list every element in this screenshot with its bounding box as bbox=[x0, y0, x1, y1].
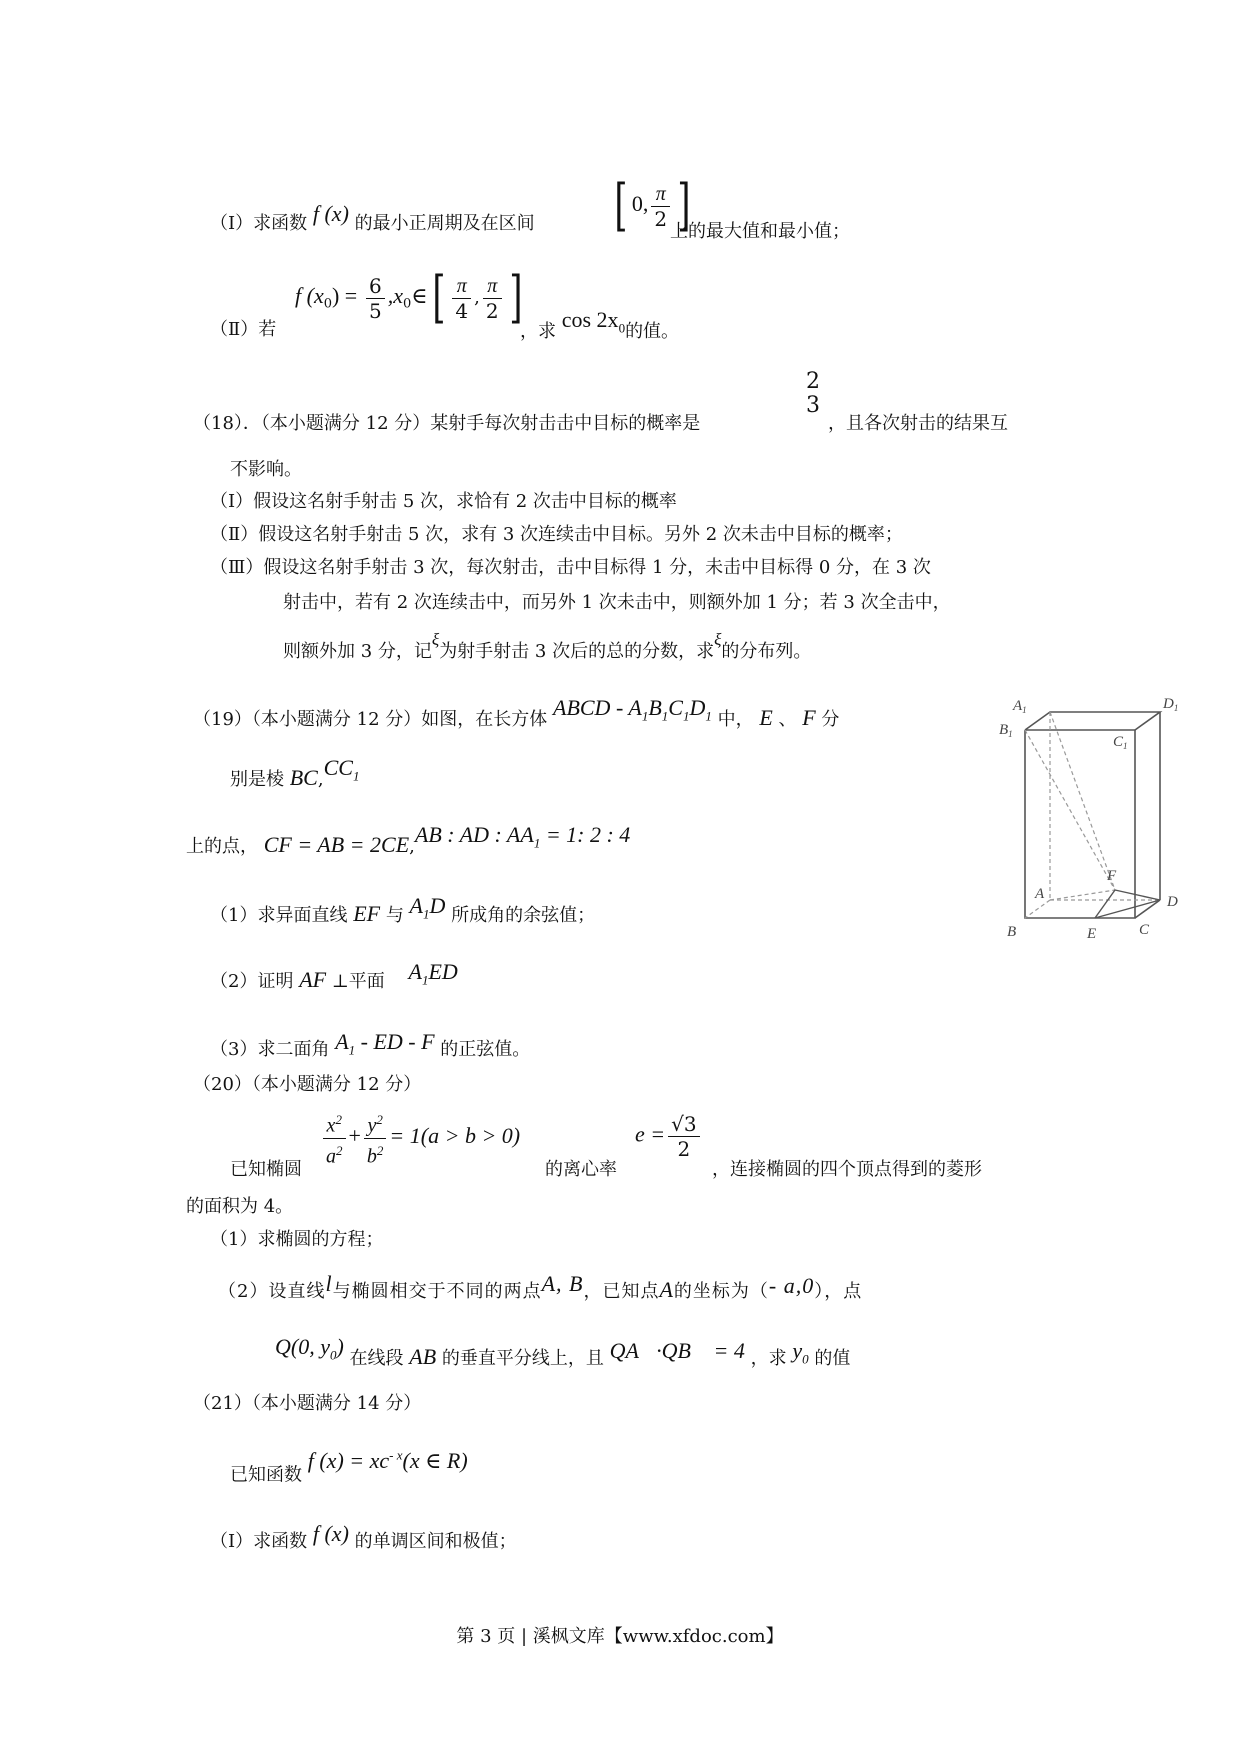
t: 上的点， bbox=[186, 836, 258, 857]
interval-frac bbox=[651, 182, 670, 231]
left-bracket: [ bbox=[614, 173, 628, 238]
t3: 的分布列。 bbox=[721, 641, 812, 662]
pi-two bbox=[483, 274, 502, 323]
t2: 的垂直平分线上，且 bbox=[441, 1348, 604, 1369]
q20-given-b: 的离心率 bbox=[545, 1159, 617, 1180]
sqrt3: √3 bbox=[671, 1112, 697, 1136]
q18-part3-line3 bbox=[283, 630, 812, 664]
cos2x0 bbox=[561, 307, 626, 336]
a1d bbox=[409, 893, 446, 922]
sq3: 2 bbox=[376, 1112, 383, 1127]
rel2-sub: 1 bbox=[533, 835, 541, 851]
line-fd bbox=[1115, 890, 1160, 900]
rel2 bbox=[414, 822, 631, 851]
two2: 2 bbox=[483, 298, 502, 323]
six-fifths bbox=[366, 274, 385, 323]
t2: 与 bbox=[385, 905, 404, 926]
q19-part2 bbox=[210, 959, 458, 1000]
x: x bbox=[326, 1114, 336, 1137]
right-bracket2: ] bbox=[508, 265, 523, 330]
f-label: F bbox=[802, 705, 816, 730]
two: 2 bbox=[651, 206, 670, 231]
cos: cos 2x bbox=[561, 307, 619, 332]
t1: 在线段 bbox=[349, 1348, 404, 1369]
two: 2 bbox=[668, 1136, 699, 1161]
six: 6 bbox=[368, 273, 382, 298]
q20-given-c: ，连接椭圆的四个顶点得到的菱形 bbox=[712, 1159, 982, 1180]
plus: + bbox=[348, 1123, 361, 1149]
pi-four bbox=[452, 274, 471, 323]
q17-p2-text: （Ⅱ）若 bbox=[210, 319, 277, 340]
line-ed bbox=[1095, 900, 1160, 918]
sq4: 2 bbox=[376, 1142, 384, 1158]
s2: 1 bbox=[661, 708, 669, 724]
page-footer: 第 3 页 | 溪枫文库【www.xfdoc.com】 bbox=[456, 1626, 784, 1647]
ed: ED bbox=[428, 959, 458, 984]
c1: C bbox=[668, 695, 683, 720]
body: ABCD - A bbox=[553, 695, 642, 720]
x2-a2 bbox=[323, 1108, 346, 1168]
fx: f (x) bbox=[312, 1521, 349, 1546]
b2 bbox=[364, 1138, 387, 1169]
b: b bbox=[366, 1145, 377, 1168]
e-eq: e = bbox=[635, 1121, 666, 1147]
y: y bbox=[367, 1114, 377, 1137]
rest: - ED - F bbox=[355, 1029, 435, 1054]
q19-part1 bbox=[210, 893, 596, 934]
t5: ），点 bbox=[814, 1281, 863, 1302]
q20-part2 bbox=[218, 1271, 863, 1304]
label-a1: $A_1$ bbox=[1013, 698, 1027, 715]
s1: 1 bbox=[641, 708, 649, 724]
q20-ellipse bbox=[320, 1108, 520, 1168]
q-point bbox=[275, 1334, 344, 1363]
sub0: 0 bbox=[323, 296, 332, 312]
b1: B bbox=[648, 695, 662, 720]
s: 1 bbox=[348, 1042, 356, 1058]
ef: EF bbox=[353, 901, 381, 926]
s: 1 bbox=[421, 972, 429, 988]
q17-p1-text2: 的最小正周期及在区间 bbox=[354, 213, 535, 234]
q21-part1 bbox=[210, 1521, 517, 1554]
l: l bbox=[325, 1271, 333, 1296]
pi1: π bbox=[456, 274, 467, 297]
a2 bbox=[323, 1138, 346, 1169]
line-a1f bbox=[1050, 712, 1115, 890]
q20-given-a: 已知椭圆 bbox=[230, 1159, 302, 1180]
sub0b: 0 bbox=[402, 296, 412, 312]
q19-line2 bbox=[230, 755, 360, 798]
x0: ,x bbox=[387, 283, 403, 308]
x2 bbox=[323, 1108, 346, 1138]
cc: CC bbox=[323, 755, 353, 780]
label-f: F bbox=[1107, 868, 1117, 884]
t3: 所成角的余弦值； bbox=[451, 905, 596, 926]
y2-b2 bbox=[364, 1108, 387, 1168]
q21-fx bbox=[308, 1448, 468, 1473]
q20-line2: 的面积为 4。 bbox=[186, 1196, 294, 1217]
xi: ξ bbox=[431, 630, 440, 649]
q18-head-tail: ，且各次射击的结果互 bbox=[828, 413, 1008, 434]
y2 bbox=[364, 1108, 387, 1138]
q19-line3 bbox=[186, 822, 631, 865]
a: A bbox=[408, 959, 422, 984]
q21-head: （21）（本小题满分 14 分） bbox=[193, 1393, 422, 1414]
label-c1: $C_1$ bbox=[1113, 734, 1128, 751]
q17-p2-b: ，求 bbox=[520, 321, 556, 342]
pi2: π bbox=[487, 274, 498, 297]
in: ∈ bbox=[411, 283, 428, 308]
four: 4 bbox=[452, 298, 471, 323]
t2: 为射手射击 3 次后的总的分数，求 bbox=[439, 641, 715, 662]
t4: 的坐标为（ bbox=[673, 1281, 769, 1302]
dom: (x ∈ R) bbox=[402, 1448, 468, 1474]
cc-sub: 1 bbox=[352, 768, 360, 784]
bc: BC bbox=[289, 765, 318, 790]
dot: QA⃗·QB⃗ = 4 bbox=[609, 1338, 745, 1363]
q18-part3-line1: （Ⅲ）假设这名射手射击 3 次，每次射击，击中目标得 1 分，未击中目标得 0 分，在 3 次 bbox=[210, 557, 931, 578]
q18-line2: 不影响。 bbox=[230, 459, 302, 480]
t3: ，已知点 bbox=[583, 1281, 660, 1302]
q19-head-c: 分 bbox=[821, 709, 840, 730]
line-b1f bbox=[1025, 730, 1115, 890]
label-d1: $D_1$ bbox=[1163, 696, 1179, 713]
ab2: AB bbox=[409, 1344, 437, 1369]
q19-head bbox=[193, 695, 840, 738]
a: A bbox=[335, 1029, 349, 1054]
cos-sub: 0 bbox=[618, 320, 626, 336]
d: D bbox=[429, 893, 446, 918]
t1: （2）证明 bbox=[210, 971, 294, 992]
q18-part1: （Ⅰ）假设这名射手射击 5 次，求恰有 2 次击中目标的概率 bbox=[210, 491, 677, 512]
ys: 0 bbox=[802, 1351, 809, 1367]
ab: A, B bbox=[541, 1271, 584, 1296]
rel2b: = 1: 2 : 4 bbox=[540, 822, 631, 847]
cc1 bbox=[323, 755, 360, 784]
t2: 的正弦值。 bbox=[440, 1039, 531, 1060]
q18-head bbox=[193, 412, 700, 436]
t: 别是棱 bbox=[230, 769, 284, 790]
t1: （2）设直线 bbox=[218, 1281, 326, 1302]
left-bracket2: [ bbox=[431, 265, 446, 330]
q17-p1-fx: f (x) bbox=[312, 201, 349, 226]
comma2: , bbox=[409, 836, 415, 857]
s4: 1 bbox=[705, 708, 712, 724]
den: 3 bbox=[806, 393, 820, 418]
five: 5 bbox=[366, 298, 385, 323]
label-d: D bbox=[1167, 894, 1178, 910]
fx0: f (x bbox=[295, 283, 324, 308]
q17-p1-text: （Ⅰ）求函数 bbox=[210, 213, 308, 234]
cuboid-name bbox=[553, 695, 712, 724]
q17-p1-tail: 上的最大值和最小值； bbox=[670, 221, 850, 242]
af: AF bbox=[299, 967, 327, 992]
t1: （1）求异面直线 bbox=[210, 905, 348, 926]
sup: - x bbox=[389, 1448, 403, 1463]
sq: 2 bbox=[335, 1112, 342, 1127]
cond: = 1(a > b > 0) bbox=[389, 1123, 521, 1149]
interval-zero: 0, bbox=[631, 191, 649, 216]
line-af bbox=[1050, 890, 1115, 900]
dihedral bbox=[335, 1029, 435, 1058]
qs: 0 bbox=[329, 1347, 337, 1363]
a1ed bbox=[408, 959, 458, 988]
perp: ⊥平面 bbox=[331, 971, 385, 992]
cuboid-figure bbox=[995, 690, 1195, 960]
a: A bbox=[409, 893, 423, 918]
a: a bbox=[326, 1145, 336, 1168]
xi2: ξ bbox=[714, 630, 722, 649]
label-e: E bbox=[1087, 926, 1097, 942]
q21-given bbox=[230, 1448, 468, 1487]
label-c: C bbox=[1139, 922, 1150, 938]
t1: 已知函数 bbox=[230, 1464, 302, 1486]
q: Q(0, y bbox=[275, 1334, 330, 1359]
s3: 1 bbox=[682, 708, 690, 724]
label-b: B bbox=[1007, 924, 1017, 940]
sq2: 2 bbox=[336, 1142, 343, 1158]
comma: , bbox=[317, 769, 324, 790]
d1: D bbox=[689, 695, 706, 720]
q20-part1: （1）求椭圆的方程； bbox=[210, 1229, 384, 1250]
label-a: A bbox=[1035, 886, 1045, 902]
label-b1: $B_1$ bbox=[999, 722, 1013, 739]
q18-part2: （Ⅱ）假设这名射手射击 5 次，求有 3 次连续击中目标。另外 2 次未击中目标的概率； bbox=[210, 524, 903, 545]
sep: 、 bbox=[778, 709, 797, 730]
q18-prob bbox=[803, 370, 823, 418]
q18-head-text: （18）．（本小题满分 12 分）某射手每次射击击中目标的概率是 bbox=[193, 413, 701, 434]
qt: ) bbox=[336, 1334, 344, 1359]
t2: 与椭圆相交于不同的两点 bbox=[332, 1281, 542, 1302]
coord: - a,0 bbox=[768, 1273, 815, 1298]
pi: π bbox=[655, 182, 666, 205]
q17-condition: f $(x_0)$ = $\frac{6}{5}$ $,x_0\in$[ $\frac{\pi}{4}$ , $\frac{\pi}{2}$ ] bbox=[295, 265, 523, 330]
q18-part3-line2: 射击中，若有 2 次连续击中，而另外 1 次未击中，则额外加 1 分；若 3 次全击中， bbox=[283, 592, 951, 613]
t4: 的值 bbox=[814, 1348, 851, 1369]
q19-head-b: 中， bbox=[717, 709, 754, 730]
sqrt3-2 bbox=[668, 1112, 699, 1161]
y0 bbox=[792, 1338, 809, 1367]
q17-p2-tail bbox=[520, 307, 680, 350]
q17-part2 bbox=[210, 318, 276, 342]
fx: f (x) = xc bbox=[307, 1448, 390, 1474]
q17-part1 bbox=[210, 201, 535, 236]
t2: 的单调区间和极值； bbox=[354, 1531, 517, 1552]
q17-p2-c: 的值。 bbox=[625, 321, 680, 342]
t1: 则额外加 3 分，记 bbox=[283, 641, 432, 662]
top-face bbox=[1025, 712, 1160, 730]
t3: ，求 bbox=[750, 1348, 787, 1369]
hidden-edge-ab bbox=[1025, 900, 1050, 918]
t1: （3）求二面角 bbox=[210, 1039, 330, 1060]
num: 2 bbox=[806, 369, 820, 394]
rel2a: AB : AD : AA bbox=[414, 822, 534, 847]
rel1: CF = AB = 2CE bbox=[263, 832, 410, 857]
eq: ) = bbox=[331, 283, 358, 308]
q19-part3 bbox=[210, 1029, 531, 1068]
q20-eccentricity bbox=[635, 1112, 703, 1161]
q19-head-a: （19）（本小题满分 12 分）如图，在长方体 bbox=[193, 709, 548, 730]
bottom-right-edge bbox=[1135, 900, 1160, 918]
q20-head: （20）（本小题满分 12 分） bbox=[193, 1074, 422, 1095]
a: A bbox=[659, 1277, 674, 1302]
q20-part2-line2 bbox=[275, 1334, 851, 1377]
y: y bbox=[792, 1338, 803, 1363]
t1: （Ⅰ）求函数 bbox=[210, 1531, 308, 1552]
s: 1 bbox=[423, 906, 430, 922]
e-label: E bbox=[759, 705, 773, 730]
right-bracket: ] bbox=[677, 173, 691, 238]
